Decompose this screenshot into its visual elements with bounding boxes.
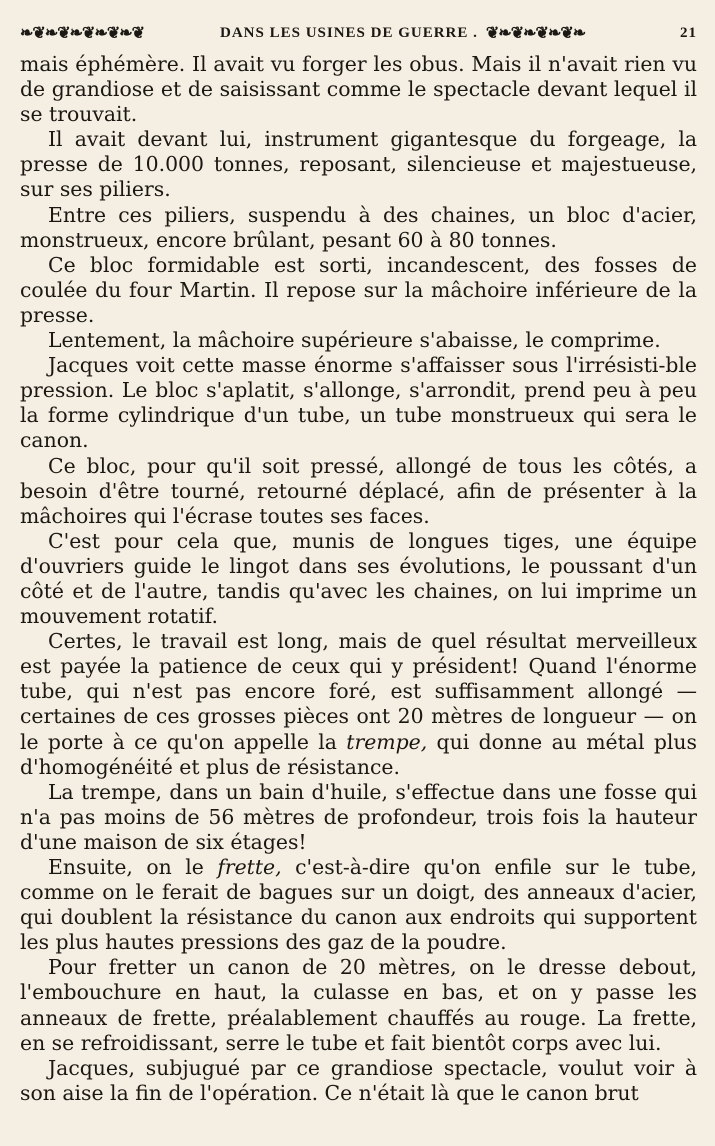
italic-term: trempe, [346, 729, 428, 754]
paragraph: Entre ces piliers, suspendu à des chaines, un bloc d'acier, monstrueux, encore brûlant, pesant 60 à 80 tonnes. [20, 202, 697, 252]
paragraph: La trempe, dans un bain d'huile, s'effectue dans une fosse qui n'a pas moins de 56 mètres de profondeur, trois fois la hauteur d'une maison de six étages! [20, 779, 697, 854]
paragraph: Il avait devant lui, instrument gigantesque du forgeage, la presse de 10.000 tonnes, reposant, silencieuse et majestueuse, sur ses piliers. [20, 127, 697, 202]
paragraph: Certes, le travail est long, mais de quel résultat merveilleux est payée la patience de ceux qui y président! Quand l'énorme tube, qui n'est pas encore foré, est suffisamment allongé — certaines de ces grosses pièces ont 20 mètres de longueur — on le porte à ce qu'on appelle la trempe, qui donne au métal plus d'homogénéité et plus de résistance. [20, 629, 697, 779]
paragraph: Ensuite, on le frette, c'est-à-dire qu'on enfile sur le tube, comme on le ferait de bagues sur un doigt, des anneaux d'acier, qui doublent la résistance du canon aux endroits qui supportent les plus hautes pressions des gaz de la poudre. [20, 855, 697, 955]
header-ornament-left: ❧❦❧❦❧❦❧❦❧❦ [20, 25, 145, 42]
body-text [20, 52, 697, 1106]
italic-term: frette, [217, 855, 282, 879]
paragraph: Lentement, la mâchoire supérieure s'abaisse, le comprime. [48, 328, 661, 353]
paragraph: Jacques, subjugué par ce grandiose spectacle, voulut voir à son aise la fin de l'opération. Ce n'était là que le canon brut [20, 1055, 697, 1105]
running-title: DANS LES USINES DE GUERRE . [220, 24, 478, 41]
paragraph: Ce bloc formidable est sorti, incandescent, des fosses de coulée du four Martin. Il repose sur la mâchoire inférieure de la presse. [20, 252, 697, 327]
paragraph: mais éphémère. Il avait vu forger les obus. Mais il n'avait rien vu de grandiose et de saisissant comme le spectacle devant lequel il se trouvait. [20, 52, 697, 127]
running-header [20, 14, 697, 52]
page-number: 21 [680, 24, 697, 41]
paragraph: Ce bloc, pour qu'il soit pressé, allongé de tous les côtés, a besoin d'être tourné, retourné déplacé, afin de présenter à la mâchoires qui l'écrase toutes ses faces. [20, 453, 697, 528]
header-ornament-right: ❦❧❦❧❦❧❦❧ [485, 25, 586, 42]
paragraph: Jacques voit cette masse énorme s'affaisser sous l'irrésisti-ble pression. Le bloc s'aplatit, s'allonge, s'arrondit, prend peu à peu la forme cylindrique d'un tube, un tube monstrueux qui sera le canon. [20, 353, 697, 453]
paragraph: Pour fretter un canon de 20 mètres, on le dresse debout, l'embouchure en haut, la culasse en bas, et on y passe les anneaux de frette, préalablement chauffés au rouge. La frette, en se refroidissant, serre le tube et fait bientôt corps avec lui. [20, 955, 697, 1055]
paragraph: C'est pour cela que, munis de longues tiges, une équipe d'ouvriers guide le lingot dans ses évolutions, le poussant d'un côté et de l'autre, tandis qu'avec les chaines, on lui imprime un mouvement rotatif. [20, 528, 697, 629]
